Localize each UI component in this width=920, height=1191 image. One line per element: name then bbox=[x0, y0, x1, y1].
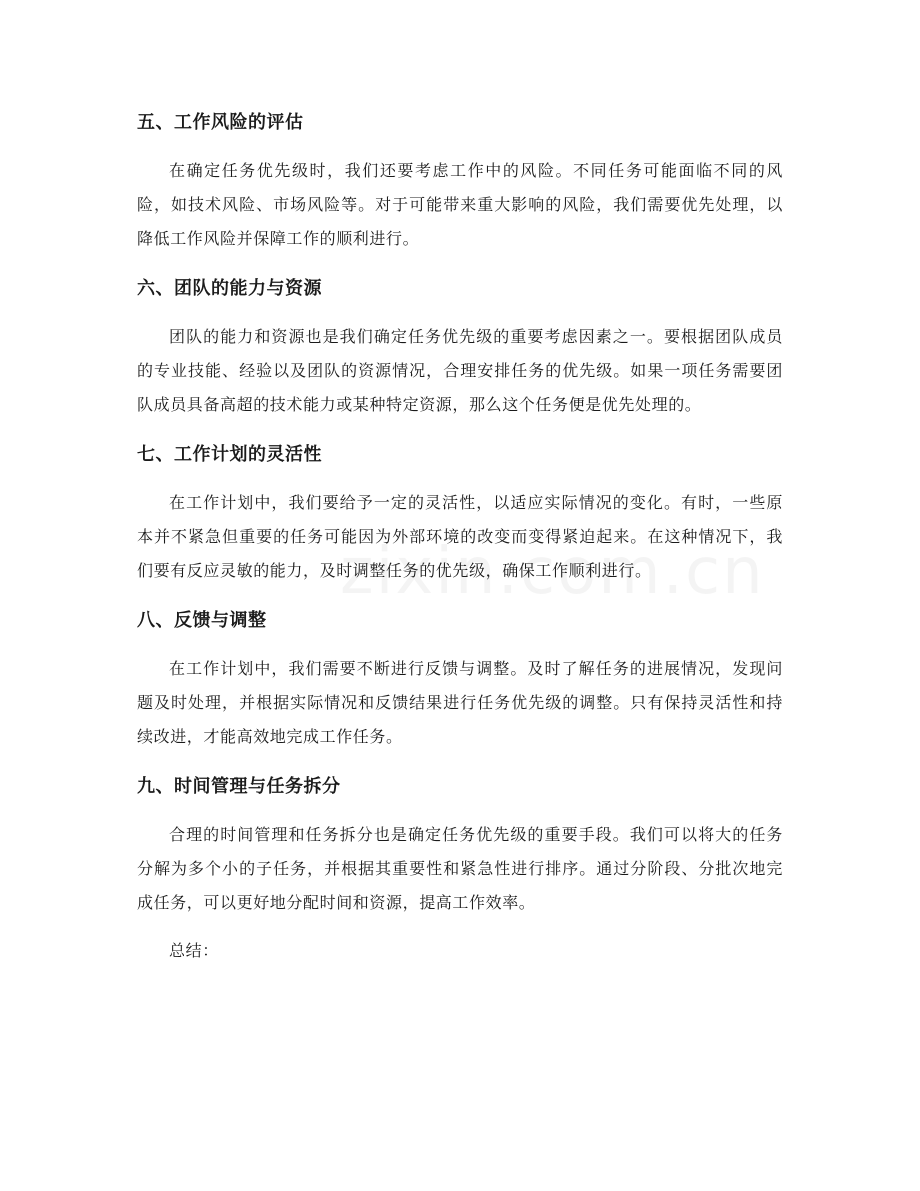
summary-label: 总结： bbox=[169, 941, 219, 960]
section-8 bbox=[137, 602, 783, 754]
section-paragraph: 在工作计划中，我们要给予一定的灵活性，以适应实际情况的变化。有时，一些原本并不紧急但重要的任务可能因为外部环境的改变而变得紧迫起来。在这种情况下，我们要有反应灵敏的能力，及时调整任务的优先级，确保工作顺利进行。 bbox=[137, 493, 783, 580]
section-heading: 九、时间管理与任务拆分 bbox=[137, 776, 341, 797]
section-7 bbox=[137, 436, 783, 588]
section-heading: 七、工作计划的灵活性 bbox=[137, 444, 322, 465]
section-paragraph: 在确定任务优先级时，我们还要考虑工作中的风险。不同任务可能面临不同的风险，如技术风险、市场风险等。对于可能带来重大影响的风险，我们需要优先处理，以降低工作风险并保障工作的顺利进行。 bbox=[137, 161, 783, 248]
section-heading: 八、反馈与调整 bbox=[137, 610, 267, 631]
section-paragraph: 在工作计划中，我们需要不断进行反馈与调整。及时了解任务的进展情况，发现问题及时处理，并根据实际情况和反馈结果进行任务优先级的调整。只有保持灵活性和持续改进，才能高效地完成工作任务。 bbox=[137, 659, 783, 746]
section-paragraph: 团队的能力和资源也是我们确定任务优先级的重要考虑因素之一。要根据团队成员的专业技能、经验以及团队的资源情况，合理安排任务的优先级。如果一项任务需要团队成员具备高超的技术能力或某种特定资源，那么这个任务便是优先处理的。 bbox=[137, 327, 783, 414]
section-5 bbox=[137, 104, 783, 256]
section-6 bbox=[137, 270, 783, 422]
section-paragraph: 合理的时间管理和任务拆分也是确定任务优先级的重要手段。我们可以将大的任务分解为多个小的子任务，并根据其重要性和紧急性进行排序。通过分阶段、分批次地完成任务，可以更好地分配时间和资源，提高工作效率。 bbox=[137, 825, 783, 912]
section-heading: 五、工作风险的评估 bbox=[137, 112, 304, 133]
section-heading: 六、团队的能力与资源 bbox=[137, 278, 322, 299]
document-body bbox=[137, 104, 783, 968]
section-9 bbox=[137, 768, 783, 920]
